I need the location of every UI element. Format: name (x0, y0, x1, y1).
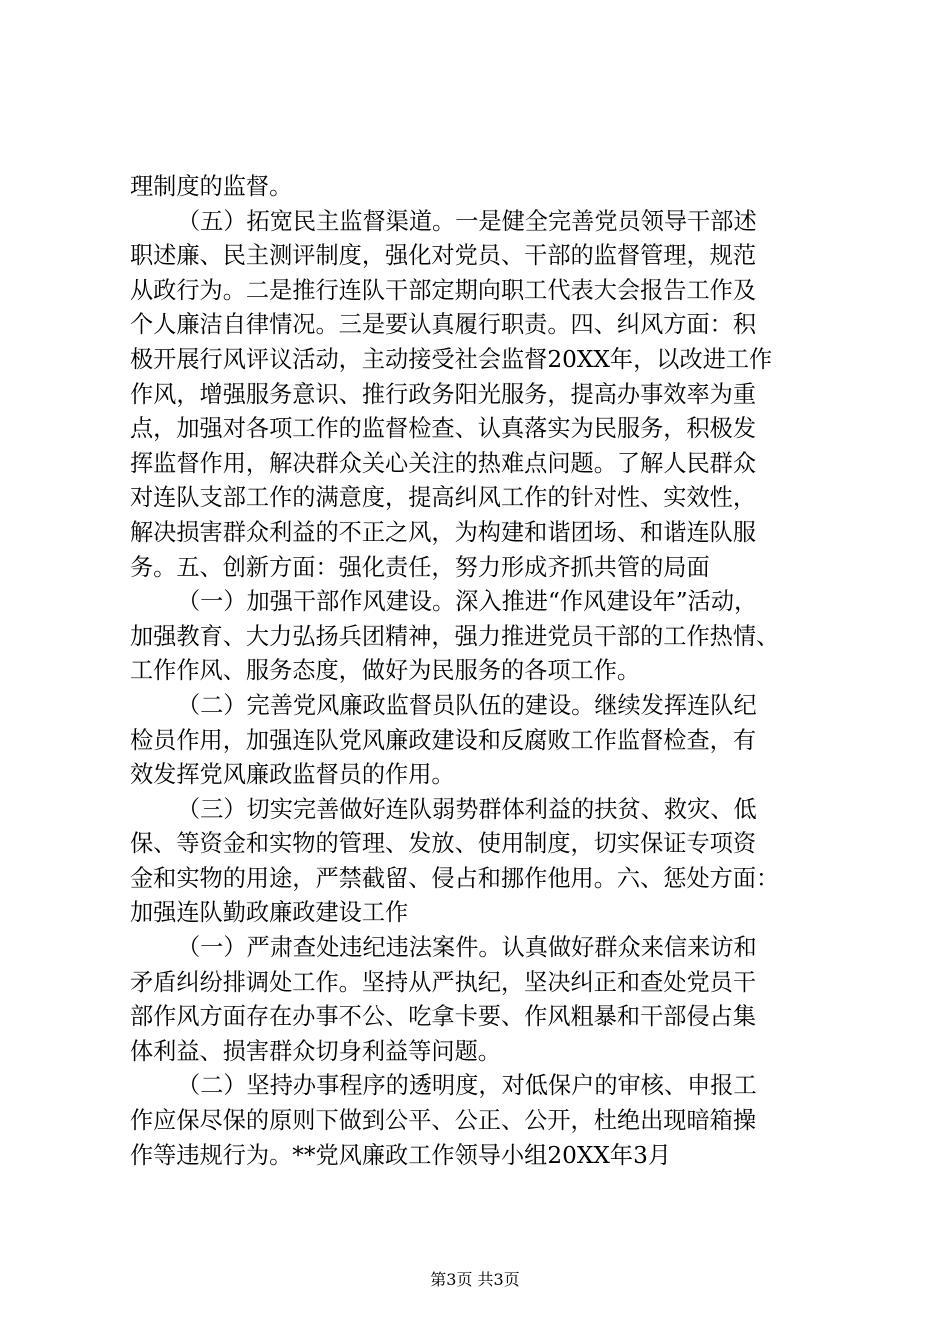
text-line: 工作作风、服务态度，做好为民服务的各项工作。 (130, 657, 641, 685)
text-line: 从政行为。二是推行连队干部定期向职工代表大会报告工作及 (130, 276, 757, 304)
text-line: 检员作用，加强连队党风廉政建设和反腐败工作监督检查，有 (130, 726, 757, 754)
text-line: 金和实物的用途，严禁截留、侵占和挪作他用。六、惩处方面： (130, 864, 780, 892)
text-line: 作应保尽保的原则下做到公平、公正、公开，杜绝出现暗箱操 (130, 1107, 757, 1135)
text-line: 加强教育、大力弘扬兵团精神，强力推进党员干部的工作热情、 (130, 622, 780, 650)
text-line: 解决损害群众利益的不正之风，为构建和谐团场、和谐连队服 (130, 518, 757, 546)
text-line: 保、等资金和实物的管理、发放、使用制度，切实保证专项资 (130, 830, 757, 858)
paragraph-start-line: （二）坚持办事程序的透明度，对低保户的审核、申报工 (177, 1072, 757, 1100)
paragraph-start-line: （一）加强干部作风建设。深入推进“作风建设年”活动， (177, 588, 758, 616)
document-body (130, 170, 840, 1173)
text-line: 矛盾纠纷排调处工作。坚持从严执纪，坚决纠正和查处党员干 (130, 968, 757, 996)
text-line: 作风，增强服务意识、推行政务阳光服务，提高办事效率为重 (130, 380, 757, 408)
text-line: 务。五、创新方面：强化责任，努力形成齐抓共管的局面 (130, 553, 710, 581)
paragraph-start-line: （五）拓宽民主监督渠道。一是健全完善党员领导干部述 (177, 207, 757, 235)
text-line: 作等违规行为。**党风廉政工作领导小组20XX年3月 (130, 1141, 672, 1169)
text-line: 挥监督作用，解决群众关心关注的热难点问题。了解人民群众 (130, 449, 757, 477)
text-line: 部作风方面存在办事不公、吃拿卡要、作风粗暴和干部侵占集 (130, 1003, 757, 1031)
text-line: 极开展行风评议活动，主动接受社会监督20XX年，以改进工作 (130, 345, 773, 373)
text-line: 个人廉洁自律情况。三是要认真履行职责。四、纠风方面：积 (130, 311, 757, 339)
text-line: 效发挥党风廉政监督员的作用。 (130, 761, 455, 789)
paragraph-start-line: （一）严肃查处违纪违法案件。认真做好群众来信来访和 (177, 934, 757, 962)
text-line: 体利益、损害群众切身利益等问题。 (130, 1037, 501, 1065)
text-line: 点，加强对各项工作的监督检查、认真落实为民服务，积极发 (130, 415, 757, 443)
paragraph-start-line: （二）完善党风廉政监督员队伍的建设。继续发挥连队纪 (177, 691, 757, 719)
paragraph-start-line: （三）切实完善做好连队弱势群体利益的扶贫、救灾、低 (177, 795, 757, 823)
text-line: 对连队支部工作的满意度，提高纠风工作的针对性、实效性， (130, 484, 757, 512)
text-line: 加强连队勤政廉政建设工作 (130, 899, 409, 927)
page-number: 第3页 共3页 (430, 1270, 520, 1289)
text-line: 理制度的监督。 (130, 173, 293, 200)
text-line: 职述廉、民主测评制度，强化对党员、干部的监督管理，规范 (130, 242, 757, 270)
page-footer (0, 1270, 950, 1290)
